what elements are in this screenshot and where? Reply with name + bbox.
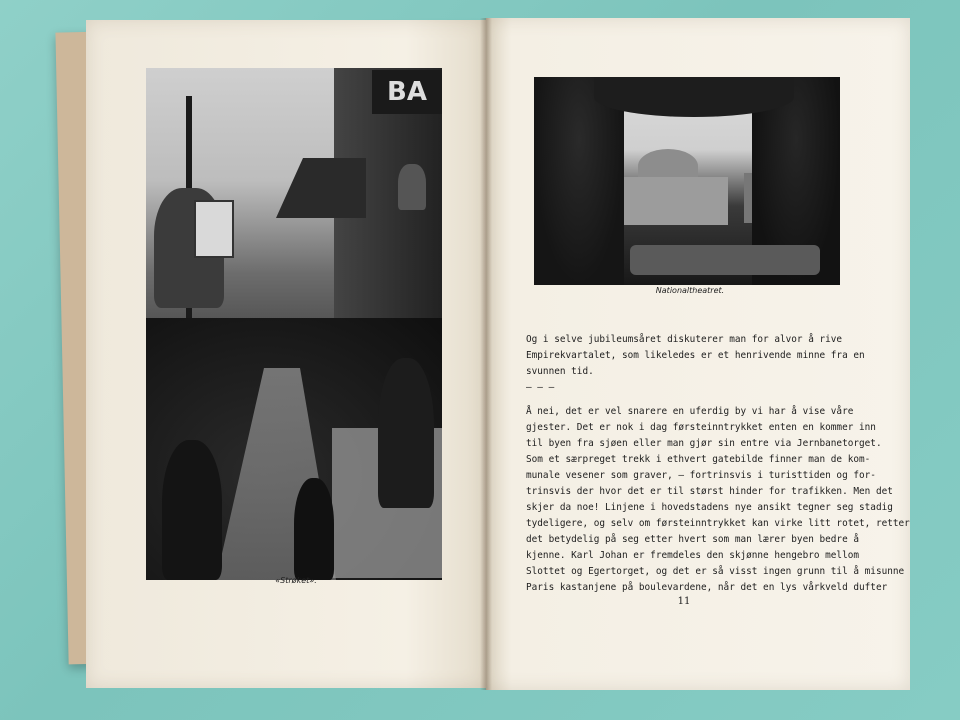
text-line: gjester. Det er nok i dag førsteinntrykket enten en kommer inn [526,422,876,433]
paragraph-1 [526,332,865,380]
shop-sign [372,70,442,114]
text-line: til byen fra sjøen eller man gjør sin entre via Jernbanetorget. [526,438,882,449]
text-line: Og i selve jubileumsåret diskuterer man for alvor å rive [526,334,843,345]
awning [276,158,366,218]
page-number: 11 [677,596,691,607]
person-man-suit [378,358,434,508]
lawn [630,245,820,275]
top-foliage [594,77,794,117]
nationaltheatret-photo [534,77,840,285]
text-line: Slottet og Egertorget, og det er så visst ingen grunn til å misunne [526,566,905,577]
street-scene-photo [146,68,442,580]
text-line: kjenne. Karl Johan er fremdeles den skjønne hengebro mellom [526,550,860,561]
shop-sign-text: BA [387,77,427,107]
text-line: munale vesener som graver, — fortrinsvis i turisttiden og for- [526,470,876,481]
separator-dashes: — — — [526,382,555,393]
text-line: Som et særpreget trekk i ethvert gatebilde finner man de kom- [526,454,871,465]
text-line: tydeligere, og selv om førsteinntrykket kan virke litt rotet, retter [526,518,910,529]
text-line: skjer da noe! Linjene i hovedstadens nye ansikt tegner seg stadig [526,502,893,513]
person-hat-2 [294,478,334,580]
text-line: Å nei, det er vel snarere en uferdig by vi har å vise våre [526,406,854,417]
text-line: svunnen tid. [526,366,594,377]
text-line: Paris kastanjene på boulevardene, når det en lys vårkveld dufter [526,582,888,593]
right-photo-caption: Nationaltheatret. [655,286,725,295]
text-line: det betydelig på seg etter hvert som man lærer byen bedre å [526,534,860,545]
text-line: Empirekvartalet, som likeledes er et henrivende minne fra en [526,350,865,361]
poster-sign [194,200,234,258]
theatre-building [618,177,728,225]
person-hat-1 [162,440,222,580]
left-photo-caption: «Strøket». [275,576,317,585]
street-lamp [398,164,426,210]
text-line: trinsvis der hvor det er til størst hinder for trafikken. Men det [526,486,893,497]
section-separator [526,380,842,396]
paragraph-2 [526,404,910,596]
book-gutter [480,18,492,690]
